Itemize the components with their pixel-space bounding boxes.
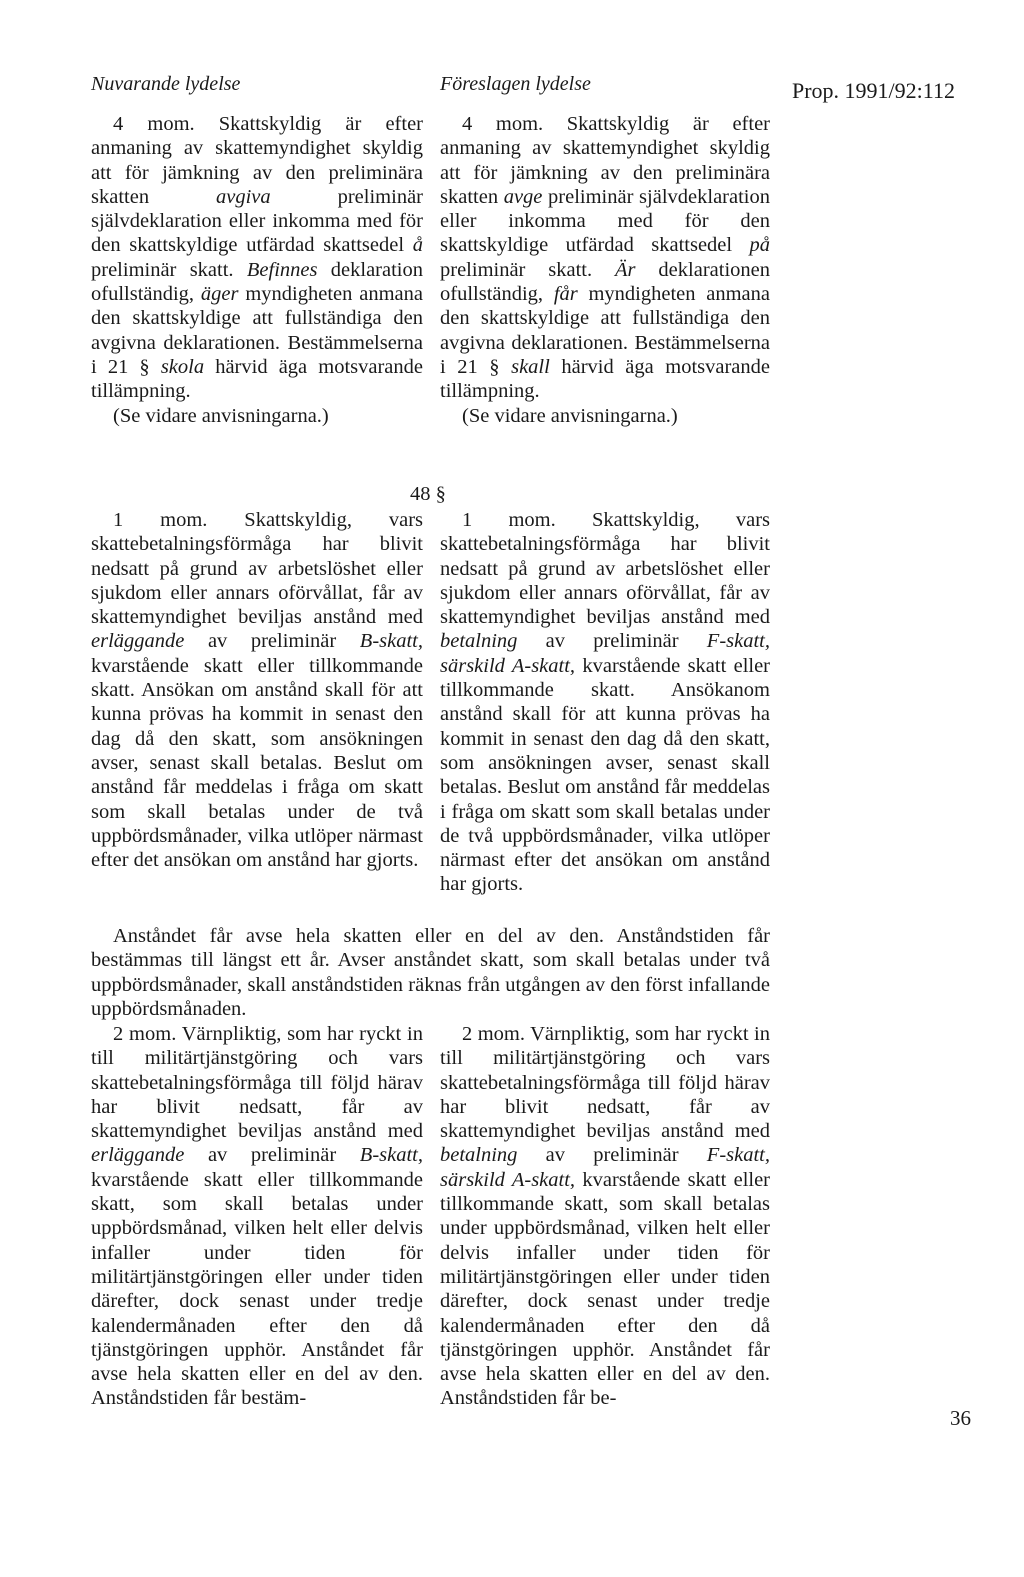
column-heading-current: Nuvarande lydelse (91, 73, 241, 95)
proposed-1-mom: 1 mom. Skattskyldig, vars skattebetalningsförmåga har blivit nedsatt på grund av arbetslöshet eller sjukdom eller annars oförvållat, får av skattemyndighet beviljas anstånd med betalning av preliminär F-skatt, särskild A-skatt, kvarstående skatt eller tillkommande skatt. Ansökanom anstånd skall för att kunna prövas ha kommit in senast den dag då den skatt, som ansökningen avser, senast skall betalas. Beslut om anstånd får meddelas i fråga om skatt som skall betalas under de två uppbördsmånader, vilka utlöper närmast efter det ansökan om anstånd har gjorts. (440, 509, 771, 896)
see-guidelines-note: (Se vidare anvisningarna.) (113, 404, 329, 427)
proposed-2-mom: 2 mom. Värnpliktig, som har ryckt in till militärtjänstgöring och vars skattebetalningsförmåga till följd härav har blivit nedsatt, får av skattemyndighet beviljas anstånd med betalning av preliminär F-skatt, särskild A-skatt, kvarstående skatt eller tillkommande skatt, som skall betalas under uppbördsmånad, vilken helt eller delvis infaller under tiden för militärtjänstgöringen eller under tiden därefter, dock senast under tredje kalendermånaden efter den då tjänstgöringen upphör. Anståndet får avse hela skatten eller en del av den. Anståndstiden får be- (440, 1023, 771, 1410)
see-guidelines-note: (Se vidare anvisningarna.) (462, 404, 678, 427)
common-paragraph: Anståndet får avse hela skatten eller en del av den. Anståndstiden får bestämmas till längst ett år. Avser anståndet skatt, som skall betalas under två uppbördsmånader, skall anståndstiden räknas från utgången av den först infallande uppbördsmånaden. (91, 925, 770, 1020)
page-number: 36 (950, 1406, 971, 1430)
section-number: 48 § (410, 483, 446, 505)
proposed-4-mom: 4 mom. Skattskyldig är efter anmaning av skattemyndighet skyldig att för jämkning av den preliminära skatten avge preliminär självdeklaration eller inkomma med för den skattskyldige utfärdad skattsedel på preliminär skatt. Är deklarationen ofullständig, får myndigheten anmana den skattskyldige att fullständiga den avgivna deklarationen. Bestämmelserna i 21 § skall härvid äga motsvarande tillämpning. (Se vidare anvisningarna.) (440, 113, 771, 427)
current-2-mom: 2 mom. Värnpliktig, som har ryckt in till militärtjänstgöring och vars skattebetalningsförmåga till följd härav har blivit nedsatt, får av skattemyndighet beviljas anstånd med erläggande av preliminär B-skatt, kvarstående skatt eller tillkommande skatt, som skall betalas under uppbördsmånad, vilken helt eller delvis infaller under tiden för militärtjänstgöringen eller under tiden därefter, dock senast under tredje kalendermånaden efter den då tjänstgöringen upphör. Anståndet får avse hela skatten eller en del av den. Anståndstiden får bestäm- (91, 1023, 423, 1410)
current-4-mom: 4 mom. Skattskyldig är efter anmaning av skattemyndighet skyldig att för jämkning av den preliminära skatten avgiva preliminär självdeklaration eller inkomma med för den skattskyldige utfärdad skattsedel å preliminär skatt. Befinnes deklaration ofullständig, äger myndigheten anmana den skattskyldige att fullständiga den avgivna deklarationen. Bestämmelserna i 21 § skola härvid äga motsvarande tillämpning. (Se vidare anvisningarna.) (91, 113, 424, 427)
proposition-reference: Prop. 1991/92:112 (792, 78, 955, 103)
column-heading-proposed: Föreslagen lydelse (440, 73, 591, 95)
current-1-mom: 1 mom. Skattskyldig, vars skattebetalningsförmåga har blivit nedsatt på grund av arbetslöshet eller sjukdom eller annars oförvållat, får av skattemyndighet beviljas anstånd med erläggande av preliminär B-skatt, kvarstående skatt eller tillkommande skatt. Ansökan om anstånd skall för att kunna prövas ha kommit in senast den dag då den skatt, som ansökningen avser, senast skall betalas. Beslut om anstånd får meddelas i fråga om skatt som skall betalas under de två uppbördsmånader, vilka utlöper närmast efter det ansökan om anstånd har gjorts. (91, 509, 423, 872)
